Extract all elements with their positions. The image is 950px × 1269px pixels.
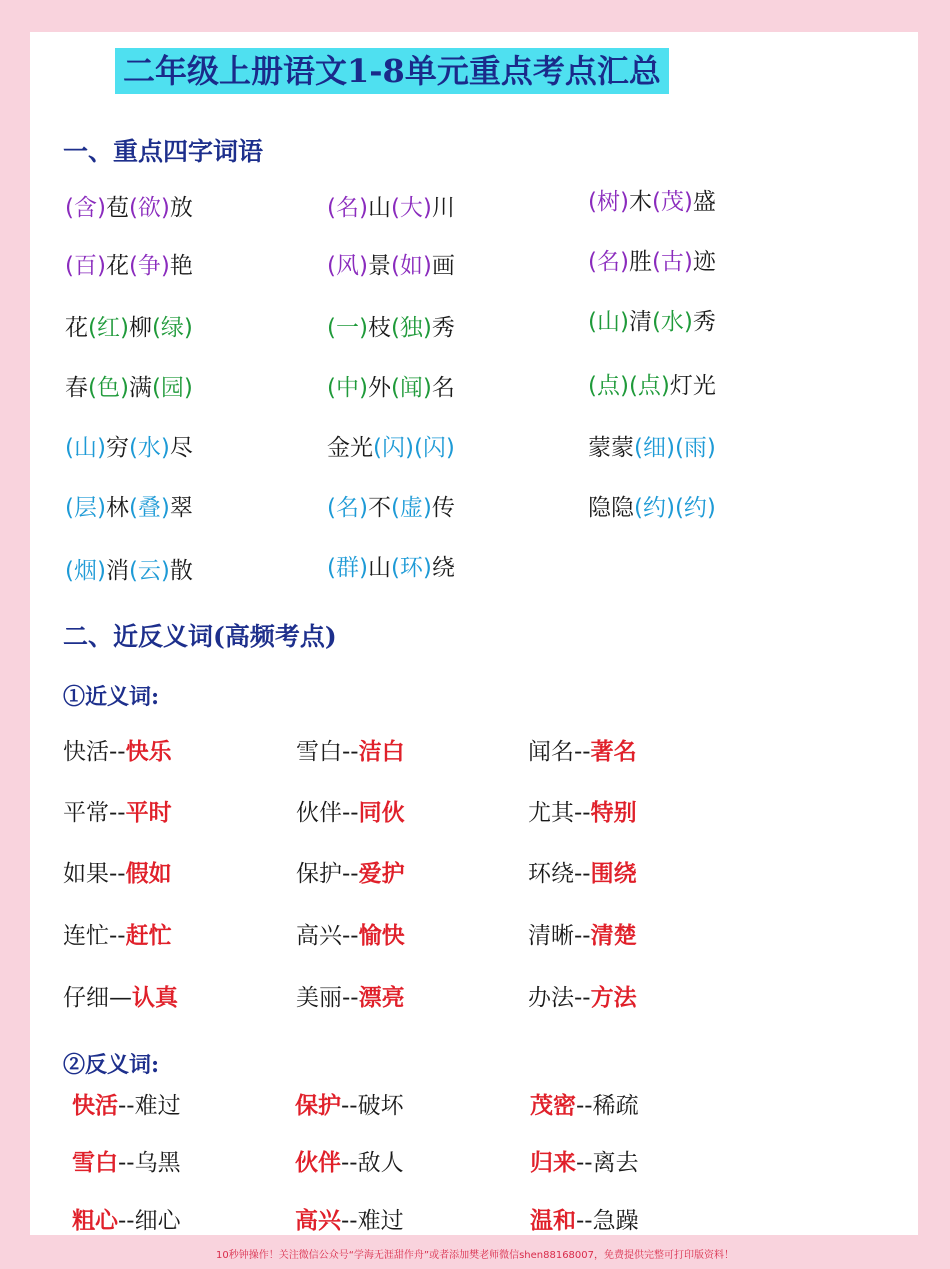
plain-char: 木 — [628, 189, 652, 215]
word: 环绕-- — [528, 861, 591, 887]
antonym-pair — [295, 1147, 404, 1179]
antonym-pair — [295, 1090, 404, 1122]
plain-char: 苞 — [105, 195, 129, 221]
antonym-answer: --敌人 — [341, 1150, 404, 1176]
plain-char: 柳 — [128, 315, 152, 341]
highlighted-char: (名) — [588, 249, 629, 275]
highlighted-char: (含) — [65, 195, 106, 221]
plain-char: 秀 — [431, 315, 455, 341]
antonym-answer: --乌黑 — [118, 1150, 181, 1176]
word: 清晰-- — [528, 923, 591, 949]
word: 高兴-- — [296, 923, 359, 949]
plain-char: 绕 — [431, 555, 455, 581]
synonym-answer: 同伙 — [358, 800, 405, 826]
plain-char: 林 — [105, 495, 129, 521]
plain-char: 消 — [105, 558, 129, 584]
word: 茂密 — [530, 1093, 576, 1119]
word: 闻名-- — [528, 739, 591, 765]
highlighted-char: (如) — [390, 253, 432, 279]
plain-char: 放 — [169, 195, 193, 221]
highlighted-char: (山) — [65, 435, 106, 461]
highlighted-char: (虚) — [390, 495, 432, 521]
plain-char: 秀 — [692, 309, 716, 335]
plain-char: 名 — [431, 375, 455, 401]
four-char-word — [327, 192, 455, 224]
plain-char: 山 — [367, 555, 391, 581]
highlighted-char: (一) — [327, 315, 368, 341]
highlighted-char: (中) — [327, 375, 368, 401]
word: 快活 — [72, 1093, 118, 1119]
plain-char: 川 — [431, 195, 455, 221]
antonym-pair — [530, 1205, 639, 1237]
antonyms-label: ②反义词: — [63, 1052, 160, 1078]
word: 平常-- — [63, 800, 126, 826]
plain-char: 花 — [65, 315, 88, 341]
highlighted-char: (风) — [327, 253, 368, 279]
antonym-answer: --破坏 — [341, 1093, 404, 1119]
highlighted-char: (山) — [588, 309, 629, 335]
highlighted-char: (名) — [327, 195, 368, 221]
synonym-answer: 特别 — [590, 800, 637, 826]
four-char-word — [65, 555, 193, 587]
synonyms-label: ①近义词: — [63, 684, 160, 710]
word: 温和 — [530, 1208, 576, 1234]
word: 雪白-- — [296, 739, 359, 765]
word: 办法-- — [528, 985, 591, 1011]
antonym-answer: --难过 — [341, 1208, 404, 1234]
plain-char: 外 — [367, 375, 391, 401]
synonym-pair — [63, 736, 172, 768]
four-char-word — [327, 432, 455, 464]
synonym-answer: 假如 — [125, 861, 172, 887]
highlighted-char: (闻) — [390, 375, 432, 401]
synonym-pair — [63, 797, 172, 829]
synonym-pair — [63, 858, 172, 890]
antonym-pair — [530, 1147, 639, 1179]
synonym-answer: 赶忙 — [125, 923, 172, 949]
page-title: 二年级上册语文1-8单元重点考点汇总 — [115, 48, 669, 94]
highlighted-char: (环) — [390, 555, 432, 581]
four-char-word — [327, 250, 455, 282]
synonym-pair — [296, 858, 405, 890]
four-char-word — [588, 306, 716, 338]
highlighted-char: (色) — [88, 375, 129, 401]
highlighted-char: (大) — [390, 195, 432, 221]
word: 美丽-- — [296, 985, 359, 1011]
antonym-answer: --细心 — [118, 1208, 181, 1234]
highlighted-char: (雨) — [674, 435, 716, 461]
four-char-word — [588, 432, 716, 464]
synonym-pair — [63, 920, 172, 952]
plain-char: 景 — [367, 253, 391, 279]
four-char-word — [65, 432, 193, 464]
four-char-word — [65, 492, 193, 524]
highlighted-char: (约) — [674, 495, 716, 521]
highlighted-char: (约) — [634, 495, 675, 521]
plain-char: 隐隐 — [588, 495, 634, 521]
highlighted-char: (欲) — [128, 195, 170, 221]
synonym-pair — [528, 736, 637, 768]
four-char-word — [327, 552, 455, 584]
synonym-answer: 爱护 — [358, 861, 405, 887]
synonym-answer: 清楚 — [590, 923, 637, 949]
synonym-answer: 方法 — [590, 985, 637, 1011]
highlighted-char: (点) — [588, 373, 629, 399]
highlighted-char: (名) — [327, 495, 368, 521]
word: 仔细— — [63, 985, 132, 1011]
plain-char: 翠 — [169, 495, 193, 521]
plain-char: 金光 — [327, 435, 373, 461]
plain-char: 蒙蒙 — [588, 435, 634, 461]
highlighted-char: (群) — [327, 555, 368, 581]
plain-char: 枝 — [367, 315, 391, 341]
footer-notice: 10秒钟操作！关注微信公众号“学海无涯甜作舟”或者添加樊老师微信shen88168007，免费提供完整可打印版资料！ — [215, 1250, 735, 1261]
highlighted-char: (云) — [128, 558, 170, 584]
highlighted-char: (争) — [128, 253, 170, 279]
four-char-word — [327, 312, 455, 344]
synonym-answer: 认真 — [132, 985, 178, 1011]
synonym-pair — [528, 858, 637, 890]
highlighted-char: (绿) — [151, 315, 193, 341]
synonym-pair — [63, 982, 178, 1014]
synonym-pair — [296, 982, 405, 1014]
word: 伙伴 — [295, 1150, 341, 1176]
antonym-pair — [72, 1090, 181, 1122]
synonym-pair — [528, 982, 637, 1014]
antonym-pair — [295, 1205, 404, 1237]
antonym-answer: --急躁 — [576, 1208, 639, 1234]
synonym-pair — [528, 920, 637, 952]
word: 保护-- — [296, 861, 359, 887]
section2-heading: 二、近反义词(高频考点) — [63, 622, 337, 651]
plain-char: 散 — [169, 558, 193, 584]
synonym-answer: 漂亮 — [358, 985, 405, 1011]
word: 如果-- — [63, 861, 126, 887]
four-char-word — [588, 370, 716, 402]
plain-char: 穷 — [105, 435, 129, 461]
word: 保护 — [295, 1093, 341, 1119]
plain-char: 山 — [367, 195, 391, 221]
plain-char: 艳 — [169, 253, 193, 279]
plain-char: 画 — [431, 253, 455, 279]
plain-char: 胜 — [628, 249, 652, 275]
plain-char: 迹 — [692, 249, 716, 275]
plain-char: 春 — [65, 375, 88, 401]
word: 连忙-- — [63, 923, 126, 949]
four-char-word — [65, 192, 193, 224]
four-char-word — [65, 250, 193, 282]
word: 尤其-- — [528, 800, 591, 826]
word: 雪白 — [72, 1150, 118, 1176]
plain-char: 尽 — [169, 435, 193, 461]
plain-char: 盛 — [692, 189, 716, 215]
highlighted-char: (古) — [651, 249, 693, 275]
synonym-pair — [528, 797, 637, 829]
synonym-answer: 洁白 — [358, 739, 405, 765]
four-char-word — [65, 312, 193, 344]
plain-char: 传 — [431, 495, 455, 521]
highlighted-char: (红) — [88, 315, 129, 341]
synonym-pair — [296, 920, 405, 952]
highlighted-char: (独) — [390, 315, 432, 341]
word: 归来 — [530, 1150, 576, 1176]
four-char-word — [588, 246, 716, 278]
highlighted-char: (水) — [651, 309, 693, 335]
word: 高兴 — [295, 1208, 341, 1234]
highlighted-char: (闪) — [373, 435, 414, 461]
highlighted-char: (烟) — [65, 558, 106, 584]
highlighted-char: (层) — [65, 495, 106, 521]
synonym-pair — [296, 797, 405, 829]
highlighted-char: (树) — [588, 189, 629, 215]
word: 伙伴-- — [296, 800, 359, 826]
four-char-word — [327, 492, 455, 524]
synonym-answer: 平时 — [125, 800, 172, 826]
four-char-word — [588, 492, 716, 524]
highlighted-char: (百) — [65, 253, 106, 279]
four-char-word — [65, 372, 193, 404]
highlighted-char: (园) — [151, 375, 193, 401]
synonym-answer: 围绕 — [590, 861, 637, 887]
synonym-pair — [296, 736, 405, 768]
highlighted-char: (茂) — [651, 189, 693, 215]
antonym-pair — [72, 1205, 181, 1237]
antonym-answer: --难过 — [118, 1093, 181, 1119]
plain-char: 花 — [105, 253, 129, 279]
synonym-answer: 快乐 — [125, 739, 172, 765]
plain-char: 清 — [628, 309, 652, 335]
highlighted-char: (水) — [128, 435, 170, 461]
antonym-answer: --离去 — [576, 1150, 639, 1176]
highlighted-char: (叠) — [128, 495, 170, 521]
synonym-answer: 愉快 — [358, 923, 405, 949]
antonym-pair — [72, 1147, 181, 1179]
four-char-word — [327, 372, 455, 404]
word: 快活-- — [63, 739, 126, 765]
plain-char: 灯光 — [669, 373, 716, 399]
highlighted-char: (闪) — [413, 435, 455, 461]
highlighted-char: (点) — [628, 373, 670, 399]
antonym-pair — [530, 1090, 639, 1122]
antonym-answer: --稀疏 — [576, 1093, 639, 1119]
section1-heading: 一、重点四字词语 — [63, 137, 264, 166]
plain-char: 不 — [367, 495, 391, 521]
four-char-word — [588, 186, 716, 218]
word: 粗心 — [72, 1208, 118, 1234]
highlighted-char: (细) — [634, 435, 675, 461]
synonym-answer: 著名 — [590, 739, 637, 765]
plain-char: 满 — [128, 375, 152, 401]
